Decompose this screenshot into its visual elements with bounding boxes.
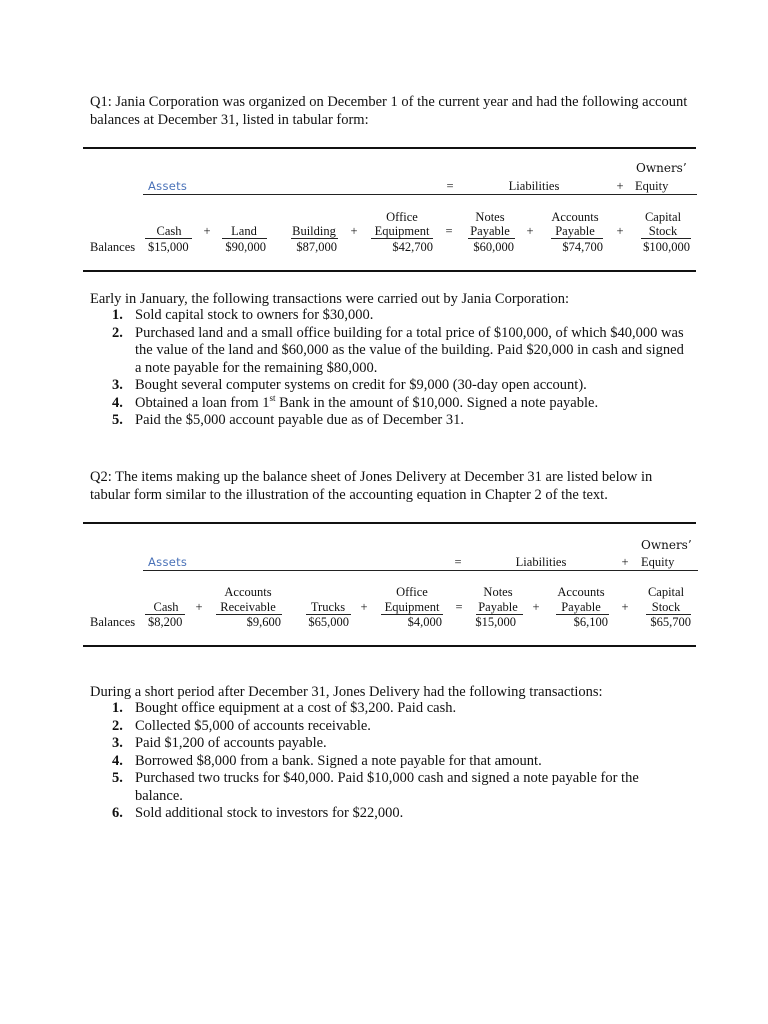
q1-plus-2: +	[350, 224, 358, 238]
q1-office-underline	[371, 238, 433, 239]
item-number: 4.	[112, 752, 123, 769]
q2-plus-sign: +	[621, 555, 629, 569]
q1-plus-3: +	[526, 224, 534, 238]
item-text: Sold additional stock to investors for $22,000.	[135, 805, 404, 821]
item-number: 2.	[112, 717, 123, 734]
item-text: Paid the $5,000 account payable due as of December 31.	[135, 412, 464, 428]
q1-balances-label: Balances	[90, 240, 136, 254]
q1-accounts-underline	[551, 238, 603, 239]
item-number: 3.	[112, 377, 123, 393]
q2-val-capital: $65,700	[650, 615, 691, 629]
q1-col-cash: Cash	[156, 224, 182, 238]
item-text: Borrowed $8,000 from a bank. Signed a note payable for that amount.	[135, 752, 542, 769]
q1-col-accounts-top: Accounts	[551, 210, 599, 224]
item-number: 1.	[112, 700, 123, 716]
list-item	[90, 412, 690, 430]
q1-col-capital-top: Capital	[644, 210, 682, 224]
item-number: 5.	[112, 412, 123, 428]
q1-land-underline	[222, 238, 267, 239]
ordinal-suffix: st	[269, 392, 276, 403]
item-text: Bought several computer systems on credit for $9,000 (30-day open account).	[135, 377, 587, 393]
q1-intro: Q1: Jania Corporation was organized on December 1 of the current year and had the following account balances at December 31, listed in tabular form:	[90, 94, 688, 128]
q2-col-capital-bottom: Stock	[651, 600, 681, 614]
item-number: 3.	[112, 735, 123, 751]
q1-col-land: Land	[231, 224, 257, 238]
q2-balances-label: Balances	[90, 615, 136, 629]
item-text: Collected $5,000 of accounts receivable.	[135, 717, 371, 734]
q2-header-rule	[143, 570, 698, 571]
list-item	[90, 325, 690, 378]
q1-val-capital: $100,000	[643, 240, 690, 254]
q2-plus-3: +	[532, 600, 540, 614]
q1-plus-1: +	[203, 224, 211, 238]
q2-plus-4: +	[621, 600, 629, 614]
q2-transactions-intro: During a short period after December 31, Jones Delivery had the following transactions:	[90, 684, 603, 700]
q1-transactions-intro: Early in January, the following transactions were carried out by Jania Corporation:	[90, 291, 570, 307]
q2-intro: Q2: The items making up the balance sheet of Jones Delivery at December 31 are listed below in tabular form similar to the illustration of the accounting equation in Chapter 2 of the text.	[90, 469, 653, 503]
q2-col-notes-bottom: Payable	[478, 600, 518, 614]
item-text: Sold capital stock to owners for $30,000.	[135, 307, 374, 323]
q2-liabilities-label: Liabilities	[515, 555, 567, 569]
item-number: 4.	[112, 394, 123, 411]
list-item	[90, 718, 690, 736]
q2-col-cash: Cash	[153, 600, 179, 614]
list-item	[90, 700, 690, 718]
q2-equity-label: Equity	[641, 555, 675, 569]
item-text: Bought office equipment at a cost of $3,200. Paid cash.	[135, 700, 457, 716]
list-item	[90, 392, 690, 413]
q2-table-bottom-rule	[83, 645, 696, 647]
q1-val-building: $87,000	[296, 240, 337, 254]
q1-transactions-list	[90, 307, 690, 430]
q2-col-trucks: Trucks	[310, 600, 346, 614]
q2-col-ar-bottom: Receivable	[220, 600, 276, 614]
q2-val-notes: $15,000	[475, 615, 516, 629]
item-number: 2.	[112, 324, 123, 341]
q1-col-capital-bottom: Stock	[648, 224, 678, 238]
q2-val-trucks: $65,000	[308, 615, 349, 629]
q2-val-ar: $9,600	[246, 615, 281, 629]
q2-col-accounts-bottom: Payable	[561, 600, 601, 614]
q2-equals-sign: =	[454, 555, 462, 569]
list-item	[90, 735, 690, 753]
q1-val-land: $90,000	[225, 240, 266, 254]
list-item	[90, 770, 690, 805]
list-item	[90, 377, 690, 395]
q2-col-notes-top: Notes	[483, 585, 513, 599]
q1-col-notes-top: Notes	[475, 210, 505, 224]
item-number: 6.	[112, 805, 123, 821]
q1-col-building: Building	[292, 224, 336, 238]
q1-building-underline	[291, 238, 338, 239]
q2-owners-label: Owners’	[641, 538, 692, 552]
q1-table-bottom-rule	[83, 270, 696, 272]
q2-col-capital-top: Capital	[647, 585, 685, 599]
item-number: 5.	[112, 770, 123, 786]
q1-plus-sign: +	[616, 179, 624, 193]
q1-plus-4: +	[616, 224, 624, 238]
q2-val-accounts: $6,100	[573, 615, 608, 629]
q2-plus-2: +	[360, 600, 368, 614]
q2-transactions-list	[90, 700, 690, 823]
q2-plus-1: +	[195, 600, 203, 614]
q2-col-accounts-top: Accounts	[557, 585, 605, 599]
item-text-part: Obtained a loan from 1	[135, 394, 270, 411]
q1-equals-2: =	[445, 224, 453, 238]
q2-col-office-top: Office	[396, 585, 428, 599]
q2-equals-2: =	[455, 600, 463, 614]
q1-col-office-top: Office	[386, 210, 418, 224]
q1-capital-underline	[641, 238, 691, 239]
item-text: Paid $1,200 of accounts payable.	[135, 735, 327, 751]
q1-col-accounts-bottom: Payable	[555, 224, 595, 238]
item-text: Purchased land and a small office building for a total price of $100,000, of which $40,000 was the value of the land and $60,000 as the value of the building. Paid $20,000 in cash and signed a note payable for the remaining $80,000.	[135, 324, 684, 376]
item-text: Purchased two trucks for $40,000. Paid $10,000 cash and signed a note payable for the balance.	[135, 770, 639, 804]
list-item	[90, 307, 690, 325]
q2-val-office: $4,000	[407, 615, 442, 629]
q1-liabilities-label: Liabilities	[508, 179, 560, 193]
q2-table-top-rule	[83, 522, 696, 524]
q2-val-cash: $8,200	[148, 615, 183, 629]
item-text-part: Bank in the amount of $10,000. Signed a note payable.	[275, 394, 599, 411]
q1-val-notes: $60,000	[473, 240, 514, 254]
list-item	[90, 805, 690, 823]
q1-val-cash: $15,000	[148, 240, 189, 254]
q1-cash-underline	[145, 238, 192, 239]
q1-equity-label: Equity	[635, 179, 669, 193]
q1-assets-label: Assets	[148, 179, 188, 193]
q1-header-rule	[143, 194, 697, 195]
list-item	[90, 753, 690, 771]
q2-assets-label: Assets	[148, 555, 188, 569]
q2-col-ar-top: Accounts	[224, 585, 272, 599]
q1-owners-label: Owners’	[636, 161, 687, 175]
q1-col-notes-bottom: Payable	[470, 224, 510, 238]
q1-equals-sign: =	[446, 179, 454, 193]
q1-val-office: $42,700	[392, 240, 433, 254]
item-text	[135, 392, 690, 413]
q1-table-top-rule	[83, 147, 696, 149]
q1-val-accounts: $74,700	[562, 240, 603, 254]
q1-col-office-bottom: Equipment	[374, 224, 430, 238]
item-number: 1.	[112, 307, 123, 323]
q2-col-office-bottom: Equipment	[384, 600, 440, 614]
q1-notes-underline	[468, 238, 515, 239]
